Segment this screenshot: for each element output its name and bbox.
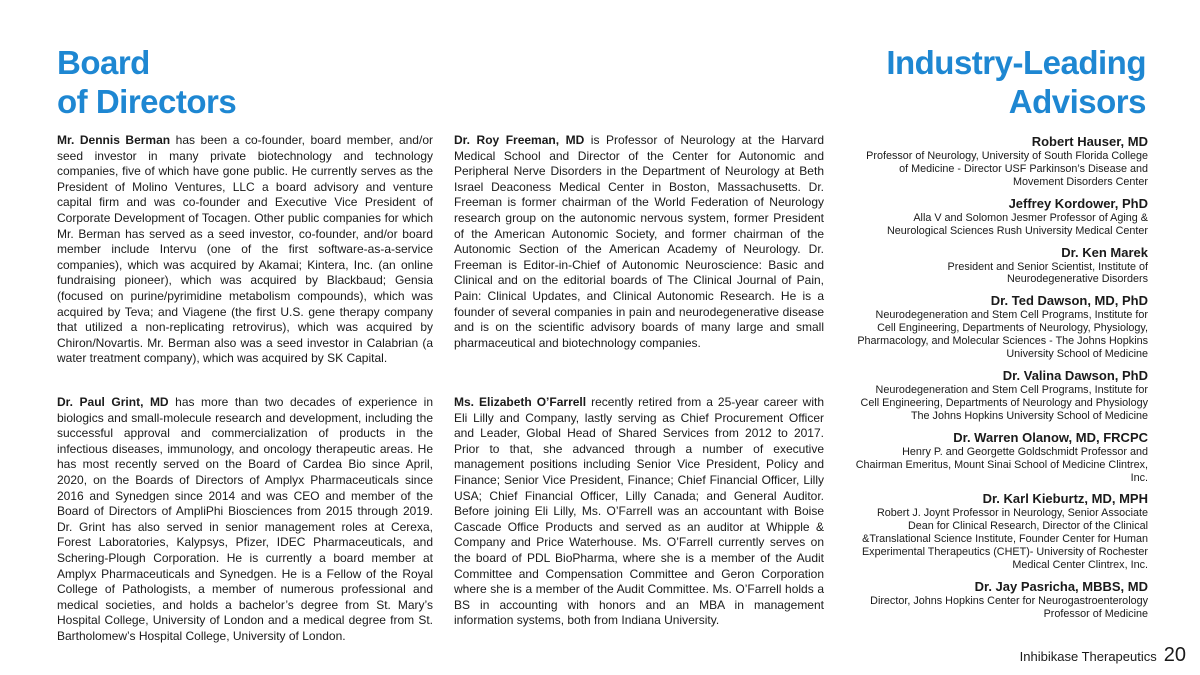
bio-name-paul-grint: Dr. Paul Grint, MD bbox=[57, 395, 169, 409]
advisor-karl-kieburtz bbox=[855, 491, 1148, 572]
bio-text-paul-grint: has more than two decades of experience in biologics and small-molecule research and development, including the successful approval and commercialization of products in the infectious diseases, immunology, and oncology therapeutic areas. He has most recently served on the Board of Cardea Bio since April, 2020, on the Boards of Directors of Amplyx Pharmaceuticals since 2016 and Synedgen since 2014 and was CEO and member of the Board of Directors of AmpliPhi Biosciences from 2015 through 2019. Dr. Grint has also served in senior management roles at Cerexa, Forest Laboratories, Kalypsys, Pfizer, IDEC Pharmaceuticals, and Schering-Plough Corporation. He is currently a board member at Amplyx Pharmaceuticals and Synedgen. He is a Fellow of the Royal College of Pathologists, a member of numerous professional and medical societies, and holds a bachelor’s degree from St. Mary’s Hospital College, University of London and a medical degree from St. Bartholomew’s Hospital College, University of London. bbox=[57, 395, 433, 643]
bio-paul-grint bbox=[57, 395, 433, 645]
advisor-name: Robert Hauser, MD bbox=[1031, 134, 1148, 149]
bio-text-elizabeth-ofarrell: recently retired from a 25-year career with Eli Lilly and Company, lastly serving as Chief Procurement Officer and Leader, Global Head of Shared Services from 2012 to 2017. Prior to that, she advanced through a number of executive management positions including Senior Vice President, Policy and Finance; Senior Vice President, Finance; Chief Financial Officer, Lilly USA; Chief Financial Officer, Lilly Canada; and General Auditor. Before joining Eli Lilly, Ms. O’Farrell was an accountant with Boise Cascade Office Products and served as an auditor at Whipple & Company and Price Waterhouse. Ms. O’Farrell currently serves on the board of PDL BioPharma, where she is a member of the Audit Committee and Compensation Committee and Geron Corporation where she is a member of the Audit Committee. Ms. O’Farrell holds a BS in accounting with honors and an MBA in management information systems, both from Indiana University. bbox=[454, 395, 825, 628]
bio-text-roy-freeman: is Professor of Neurology at the Harvard Medical School and Director of the Center for Autonomic and Peripheral Nerve Disorders in the Department of Neurology at Beth Israel Deaconess Medical Center in Boston, Massachusetts. Dr. Freeman is former chairman of the World Federation of Neurology research group on the autonomic nervous system, former President of the American Autonomic Society, and former chairman of the Autonomic Section of the American Academy of Neurology. Dr. Freeman is Editor-in-Chief of Autonomic Neuroscience: Basic and Clinical and on the editorial boards of The Clinical Journal of Pain, Pain: Clinical Updates, and Clinical Autonomic Research. He is a founder of several companies in pain and neurodegenerative disease and is on the scientific advisory boards of many large and small pharmaceutical and biotechnology companies. bbox=[454, 133, 824, 350]
advisor-robert-hauser bbox=[855, 134, 1148, 189]
advisor-name: Dr. Warren Olanow, MD, FRCPC bbox=[953, 429, 1148, 445]
advisor-affiliation: Professor of Neurology, University of South Florida College of Medicine - Director USF Parkinson’s Disease and Movement Disorders Center bbox=[866, 150, 1148, 188]
advisor-name: Dr. Ted Dawson, MD, PhD bbox=[990, 293, 1148, 309]
bio-dennis-berman bbox=[57, 133, 433, 367]
advisor-warren-olanow bbox=[855, 430, 1148, 485]
board-title-line1: Board bbox=[57, 44, 150, 81]
advisor-affiliation: Director, Johns Hopkins Center for Neurogastroenterology Professor of Medicine bbox=[870, 594, 1148, 620]
advisor-affiliation: Alla V and Solomon Jesmer Professor of Aging & Neurological Sciences Rush University Medical Center bbox=[886, 211, 1148, 237]
advisor-affiliation: Neurodegeneration and Stem Cell Programs, Institute for Cell Engineering, Departments of Neurology and Physiology The Johns Hopkins University School of Medicine bbox=[860, 383, 1148, 422]
bio-name-elizabeth-ofarrell: Ms. Elizabeth O’Farrell bbox=[454, 395, 587, 409]
advisor-ted-dawson bbox=[855, 293, 1148, 361]
bio-elizabeth-ofarrell bbox=[454, 395, 824, 629]
slide-footer bbox=[1020, 644, 1186, 667]
advisors-title-line2: Advisors bbox=[1008, 82, 1146, 120]
advisor-jay-pasricha bbox=[855, 579, 1148, 621]
bio-name-roy-freeman: Dr. Roy Freeman, MD bbox=[454, 133, 585, 147]
advisor-name: Dr. Valina Dawson, PhD bbox=[1002, 367, 1148, 383]
industry-leading-advisors-title bbox=[886, 44, 1146, 122]
advisor-ken-marek bbox=[855, 245, 1148, 287]
advisor-affiliation: Robert J. Joynt Professor in Neurology, Senior Associate Dean for Clinical Research, Director of the Clinical &Translational Science Institute, Founder Center for Human Experimental Therapeutics (CHET)- University of Rochester Medical Center Clintrex, Inc. bbox=[861, 507, 1148, 572]
advisor-affiliation: Neurodegeneration and Stem Cell Programs, Institute for Cell Engineering, Departments of Neurology, Physiology, Pharmacology, and Molecular Sciences - The Johns Hopkins University School of Medicine bbox=[857, 309, 1148, 361]
footer-page-number: 20 bbox=[1163, 644, 1186, 666]
advisor-name: Dr. Ken Marek bbox=[1061, 244, 1148, 260]
advisor-name: Jeffrey Kordower, PhD bbox=[1008, 195, 1148, 211]
footer-company-name: Inhibikase Therapeutics bbox=[1019, 649, 1157, 664]
advisor-affiliation: President and Senior Scientist, Institute of Neurodegenerative Disorders bbox=[947, 260, 1148, 286]
board-title-line2: of Directors bbox=[57, 82, 237, 120]
advisors-list bbox=[855, 134, 1148, 628]
advisor-affiliation: Henry P. and Georgette Goldschmidt Professor and Chairman Emeritus, Mount Sinai School of Medicine Clintrex, Inc. bbox=[855, 445, 1148, 484]
board-of-directors-title bbox=[57, 44, 236, 122]
bio-roy-freeman bbox=[454, 133, 824, 351]
bio-name-dennis-berman: Mr. Dennis Berman bbox=[57, 133, 171, 147]
advisor-jeffrey-kordower bbox=[855, 196, 1148, 238]
advisor-name: Dr. Jay Pasricha, MBBS, MD bbox=[974, 578, 1148, 594]
advisor-valina-dawson bbox=[855, 368, 1148, 423]
advisor-name: Dr. Karl Kieburtz, MD, MPH bbox=[982, 491, 1148, 507]
advisors-title-line1: Industry-Leading bbox=[886, 44, 1146, 81]
bio-text-dennis-berman: has been a co-founder, board member, and/or seed investor in many private biotechnology and technology companies, five of which have gone public. He currently serves as the President of Molino Ventures, LLC a board advisory and venture capital firm and was co-founder and Executive Vice President of Corporate Development of Tocagen. Other public companies for which Mr. Berman has served as a seed investor, co-founder, and/or board member include Intervu (one of the first software-as-a-service companies), which was acquired by Akamai; Kintera, Inc. (an online fundraising pioneer), which was acquired by Blackbaud; Gensia (focused on purine/pyrimidine metabolism compounds), which was acquired by Teva; and Viagene (the first U.S. gene therapy company that utilized a non-replicating retrovirus), which was acquired by Chiron/Novartis. Mr. Berman also was a seed investor in Calabrian (a water treatment company), which was acquired by SK Capital. bbox=[57, 133, 433, 366]
